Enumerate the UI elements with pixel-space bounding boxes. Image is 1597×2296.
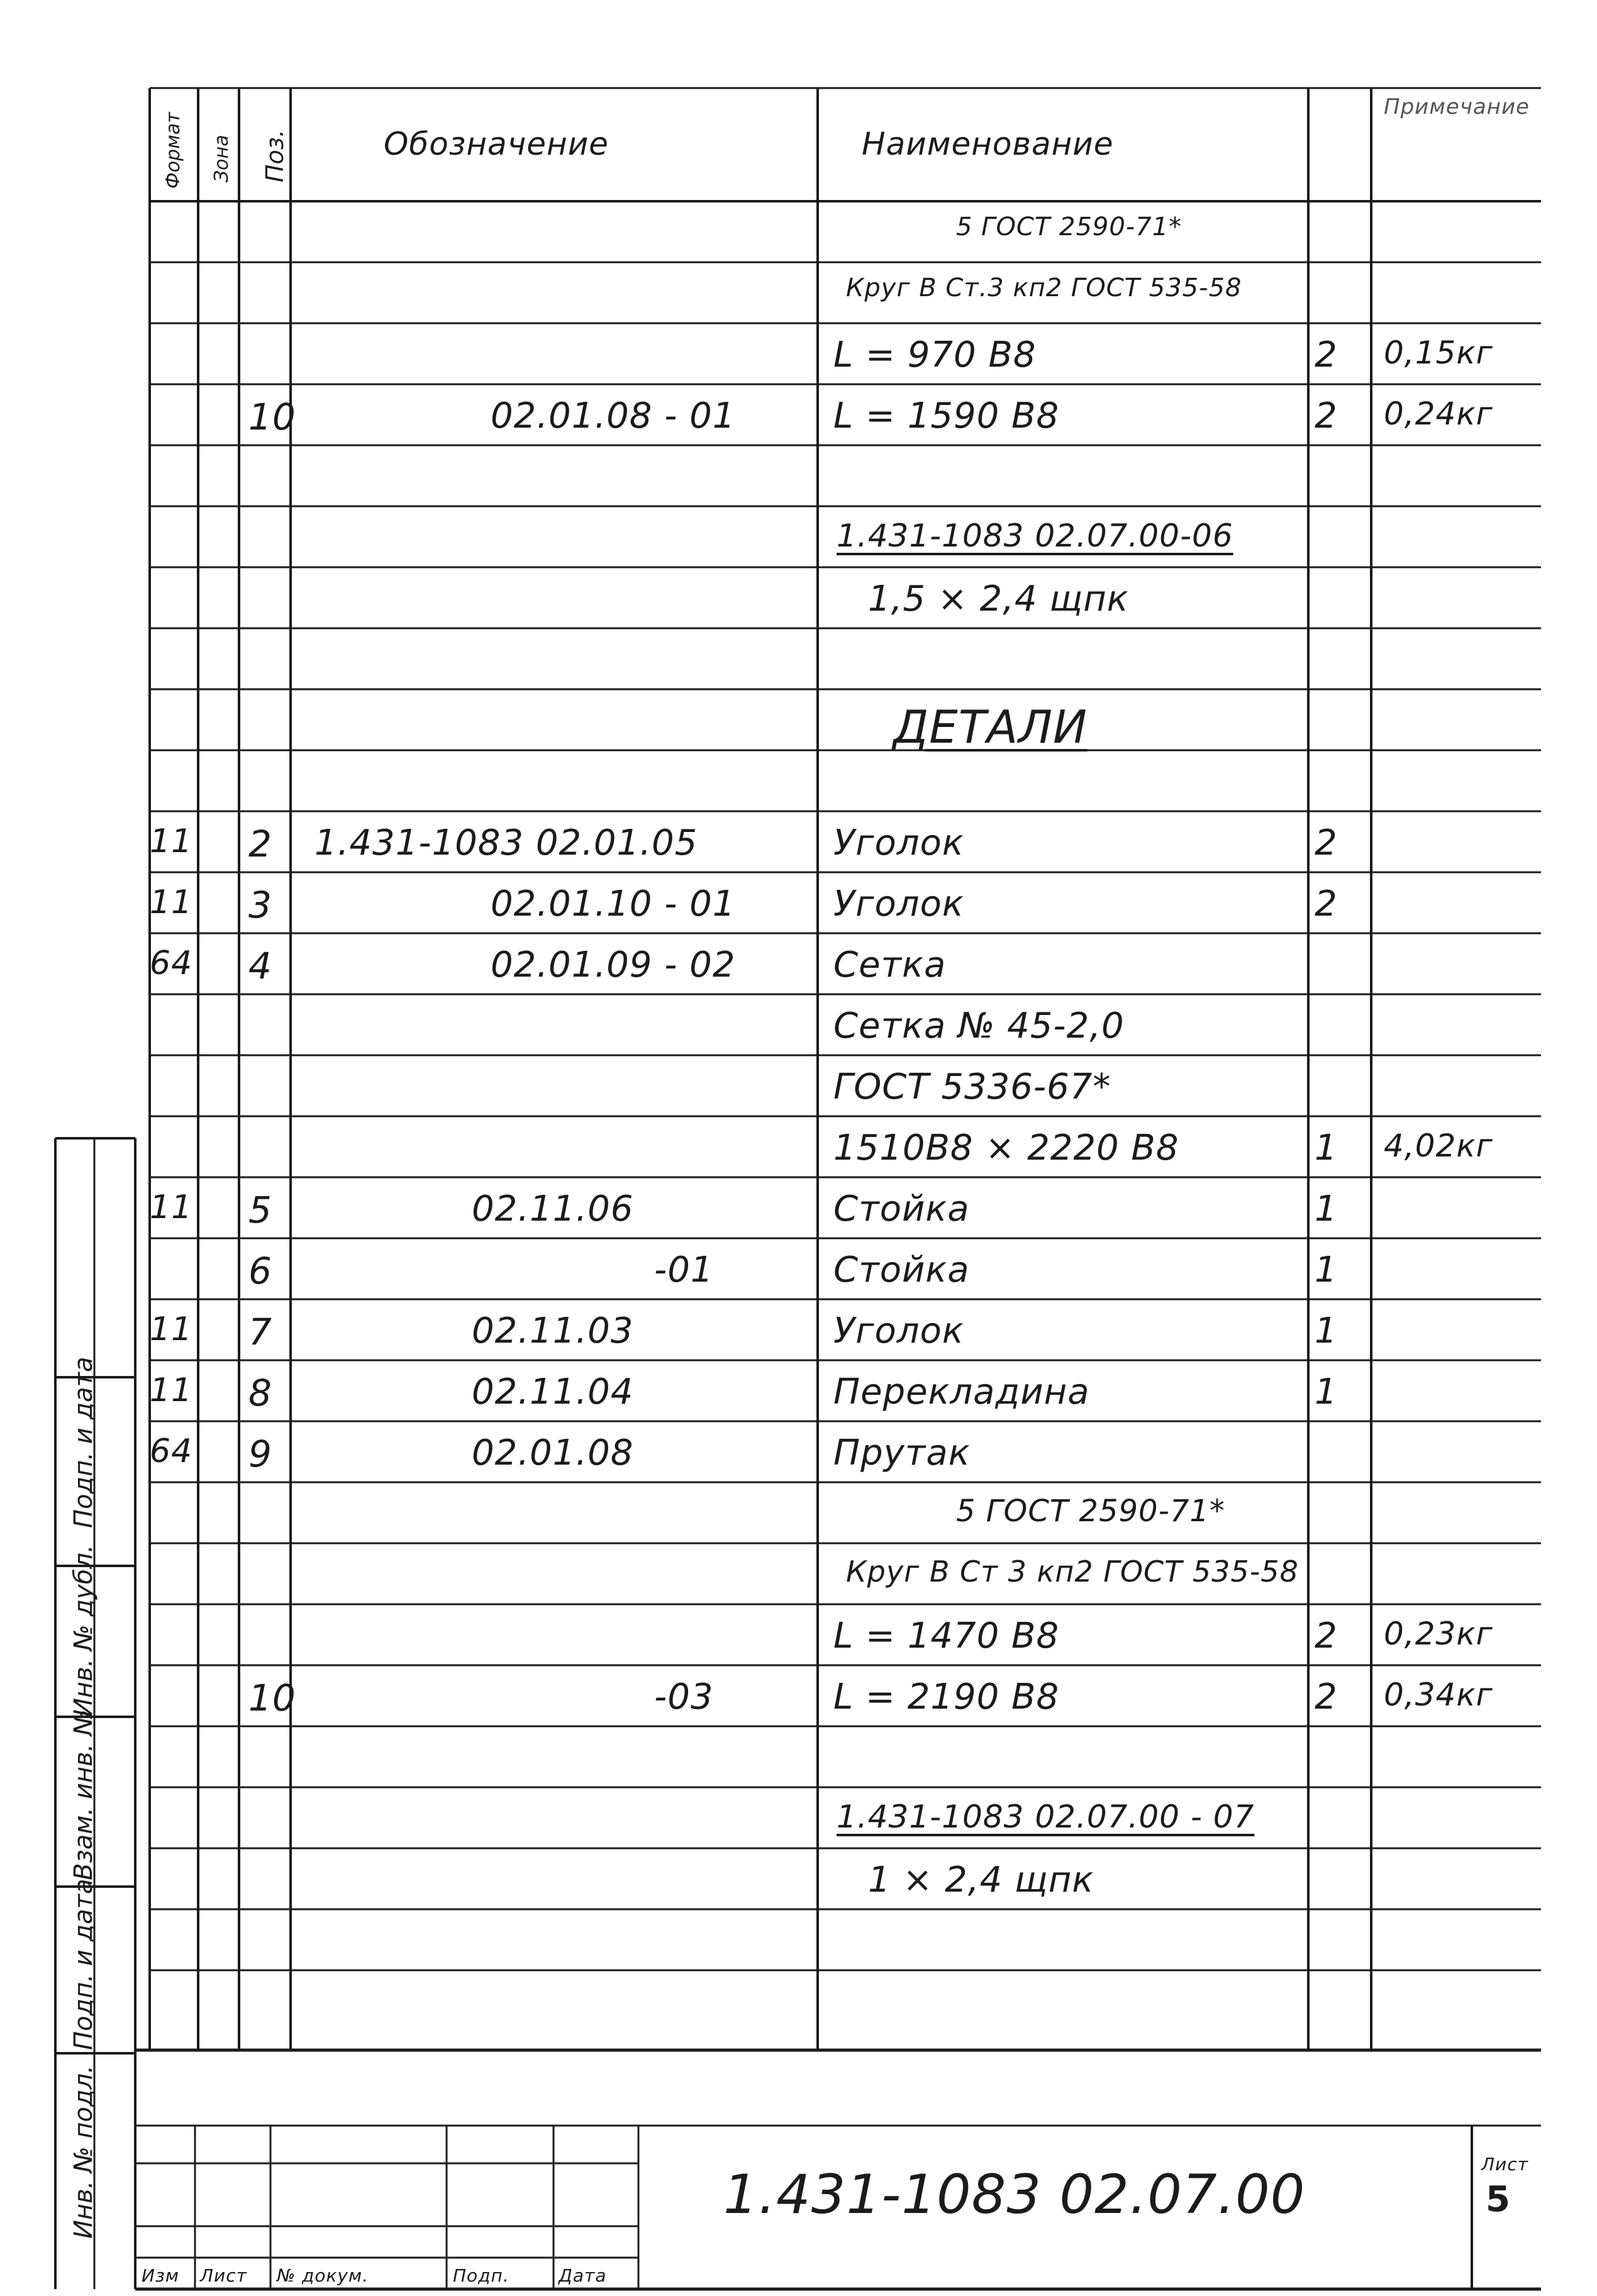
cell-name: 1 × 2,4 щпк (868, 1860, 1094, 1900)
cell-name: Уголок (833, 884, 964, 924)
cell-format: 11 (150, 823, 193, 860)
cell-name: L = 1470 В8 (833, 1616, 1060, 1656)
cell-pos: 7 (248, 1311, 272, 1353)
tb-label-list: Лист (200, 2265, 247, 2286)
cell-designation: -03 (654, 1677, 714, 1717)
cell-name: L = 2190 В8 (833, 1677, 1060, 1717)
header-format: Формат (162, 112, 184, 189)
cell-designation: -01 (654, 1250, 714, 1290)
cell-qty: 2 (1315, 884, 1338, 924)
header-pos: Поз. (261, 129, 289, 182)
cell-qty: 1 (1315, 1250, 1338, 1290)
cell-pos: 5 (248, 1189, 272, 1231)
sheet-label: Лист (1481, 2154, 1528, 2175)
cell-name: L = 970 В8 (833, 335, 1037, 375)
cell-name: Прутак (833, 1433, 971, 1473)
side-label-inv-podl: Инв. № подл. (69, 2065, 98, 2239)
cell-qty: 2 (1315, 1616, 1338, 1656)
tb-label-izm: Изм (142, 2265, 179, 2286)
cell-designation: 02.01.08 (472, 1433, 634, 1473)
cell-qty: 2 (1315, 396, 1338, 436)
sheet-number: 5 (1486, 2179, 1511, 2220)
cell-designation: 02.01.10 - 01 (491, 884, 736, 924)
cell-name: ГОСТ 5336-67* (833, 1067, 1111, 1107)
cell-name: 5 ГОСТ 2590-71* (956, 213, 1182, 241)
cell-pos: 4 (248, 945, 272, 987)
cell-format: 11 (150, 1189, 193, 1226)
cell-name: Сетка (833, 945, 947, 985)
cell-name: 1.431-1083 02.07.00-06 (837, 518, 1233, 554)
cell-format: 11 (150, 1372, 193, 1409)
cell-qty: 1 (1315, 1372, 1338, 1412)
cell-pos: 3 (248, 884, 272, 926)
cell-name: Сетка № 45-2,0 (833, 1006, 1125, 1046)
cell-designation: 02.01.09 - 02 (491, 945, 736, 985)
tb-label-date: Дата (559, 2265, 607, 2286)
cell-format: 64 (150, 1433, 193, 1470)
header-note: Примечание (1384, 94, 1530, 119)
cell-name: 5 ГОСТ 2590-71* (956, 1494, 1225, 1529)
cell-qty: 1 (1315, 1189, 1338, 1229)
side-label-podp-data-2: Подп. и дата (69, 1356, 98, 1528)
cell-designation: 02.11.03 (472, 1311, 634, 1351)
tb-label-podp: Подп. (453, 2265, 509, 2286)
cell-pos: 6 (248, 1250, 272, 1292)
cell-name: L = 1590 В8 (833, 396, 1060, 436)
cell-name: Стойка (833, 1250, 970, 1290)
cell-format: 11 (150, 1311, 193, 1348)
tb-label-doc: № докум. (277, 2265, 369, 2286)
cell-name: Уголок (833, 1311, 964, 1351)
cell-qty: 2 (1315, 335, 1338, 375)
cell-name: Стойка (833, 1189, 970, 1229)
cell-pos: 10 (248, 1677, 296, 1719)
cell-name: Круг В Ст 3 кп2 ГОСТ 535-58 (846, 1555, 1299, 1589)
header-designation: Обозначение (384, 126, 609, 162)
cell-name: Круг В Ст.3 кп2 ГОСТ 535-58 (846, 274, 1242, 302)
cell-name: 1,5 × 2,4 щпк (868, 579, 1129, 619)
cell-note: 0,23кг (1384, 1616, 1493, 1652)
header-name: Наименование (862, 126, 1114, 162)
cell-name: Перекладина (833, 1372, 1090, 1412)
cell-pos: 2 (248, 823, 272, 865)
cell-designation: 02.11.06 (472, 1189, 634, 1229)
cell-pos: 8 (248, 1372, 272, 1414)
cell-qty: 1 (1315, 1128, 1338, 1168)
side-label-inv-dubl: Инв. № дубл. (69, 1545, 98, 1717)
cell-qty: 2 (1315, 1677, 1338, 1717)
cell-note: 4,02кг (1384, 1128, 1493, 1164)
cell-name: 1.431-1083 02.07.00 - 07 (837, 1799, 1255, 1835)
cell-format: 64 (150, 945, 193, 982)
cell-note: 0,34кг (1384, 1677, 1493, 1713)
cell-note: 0,24кг (1384, 396, 1493, 432)
cell-designation: 1.431-1083 02.01.05 (314, 823, 698, 863)
header-zone: Зона (211, 135, 233, 182)
cell-name: ДЕТАЛИ (893, 701, 1088, 753)
cell-qty: 2 (1315, 823, 1338, 863)
side-label-podp-data-1: Подп. и дата (69, 1878, 98, 2050)
side-label-vzam-inv: Взам. инв. № (69, 1709, 98, 1880)
cell-pos: 9 (248, 1433, 272, 1475)
cell-name: 1510В8 × 2220 В8 (833, 1128, 1179, 1168)
cell-designation: 02.11.04 (472, 1372, 634, 1412)
cell-pos: 10 (248, 396, 296, 438)
cell-designation: 02.01.08 - 01 (491, 396, 736, 436)
cell-format: 11 (150, 884, 193, 921)
cell-note: 0,15кг (1384, 335, 1493, 371)
cell-name: Уголок (833, 823, 964, 863)
doc-number: 1.431-1083 02.07.00 (723, 2163, 1306, 2226)
cell-qty: 1 (1315, 1311, 1338, 1351)
